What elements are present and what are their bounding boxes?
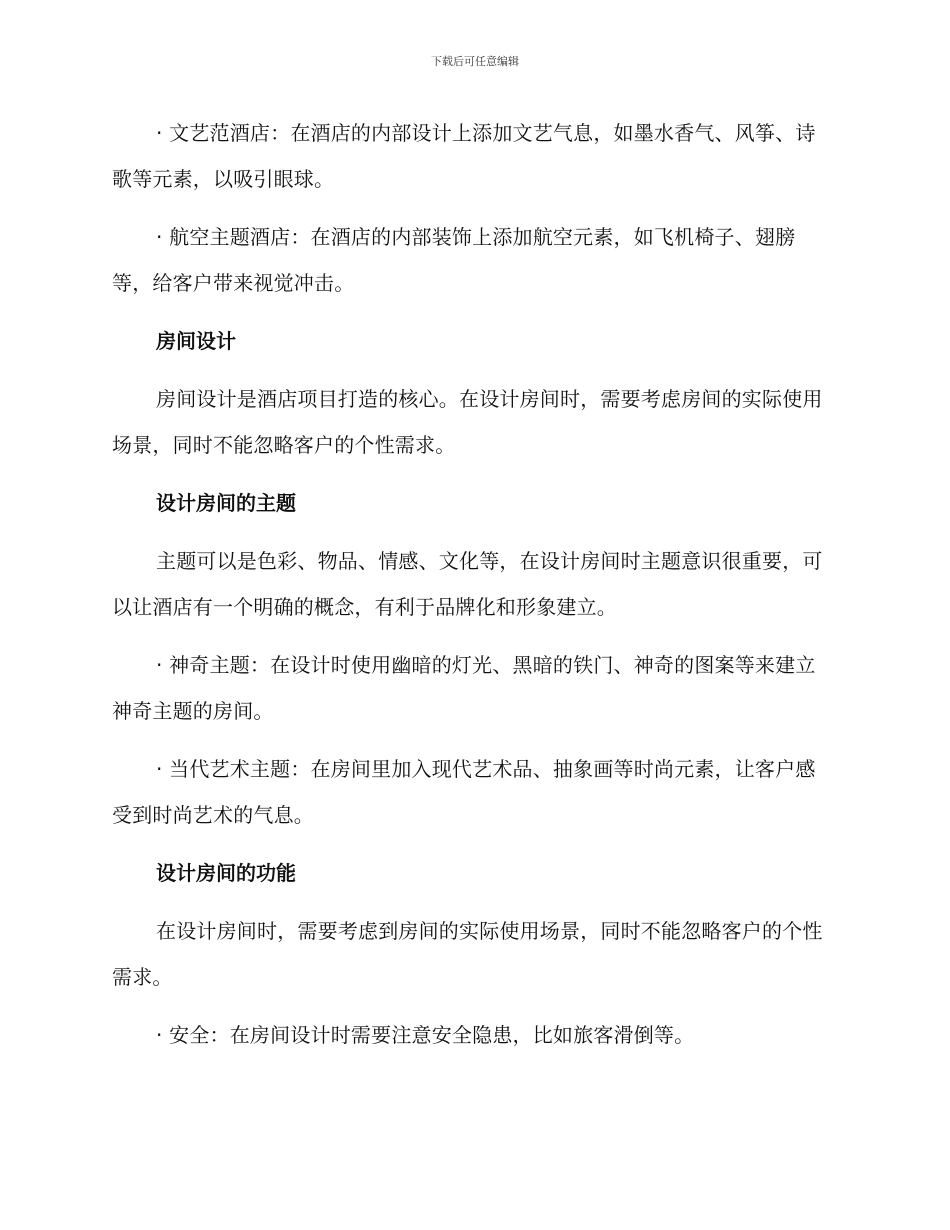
heading-room-theme: 设计房间的主题 — [156, 491, 296, 515]
paragraph-contemporary-art-theme: · 当代艺术主题：在房间里加入现代艺术品、抽象画等时尚元素，让客户感受到时尚艺术的气息。 — [112, 757, 816, 827]
paragraph-literary-hotel: · 文艺范酒店：在酒店的内部设计上添加文艺气息，如墨水香气、风筝、诗歌等元素，以吸引眼球。 — [112, 121, 816, 191]
paragraph-room-design-core: 房间设计是酒店项目打造的核心。在设计房间时，需要考虑房间的实际使用场景，同时不能忽略客户的个性需求。 — [112, 387, 823, 457]
header-note: 下载后可任意编辑 — [431, 55, 519, 68]
paragraph-magic-theme: · 神奇主题：在设计时使用幽暗的灯光、黑暗的铁门、神奇的图案等来建立神奇主题的房间。 — [112, 653, 816, 723]
paragraph-function-intro: 在设计房间时，需要考虑到房间的实际使用场景，同时不能忽略客户的个性需求。 — [112, 919, 823, 989]
paragraph-aviation-hotel: · 航空主题酒店：在酒店的内部装饰上添加航空元素，如飞机椅子、翅膀等，给客户带来视觉冲击。 — [112, 225, 796, 295]
paragraph-safety: · 安全：在房间设计时需要注意安全隐患，比如旅客滑倒等。 — [156, 1023, 695, 1047]
document-body — [112, 110, 832, 1070]
heading-room-function: 设计房间的功能 — [156, 861, 296, 885]
paragraph-theme-intro: 主题可以是色彩、物品、情感、文化等，在设计房间时主题意识很重要，可以让酒店有一个明确的概念，有利于品牌化和形象建立。 — [112, 549, 823, 619]
heading-room-design: 房间设计 — [156, 329, 236, 353]
